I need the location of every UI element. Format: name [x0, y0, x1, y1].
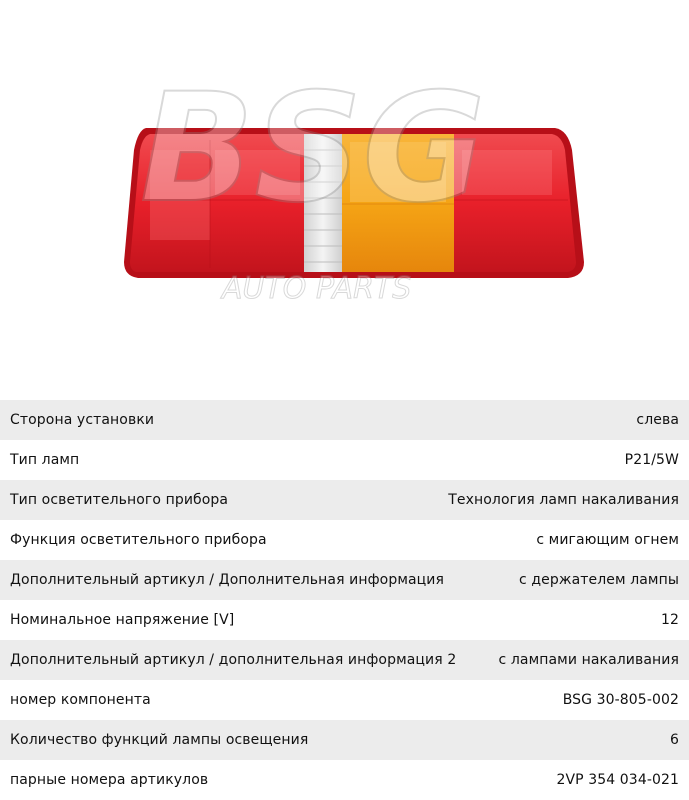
spec-value: P21/5W — [624, 452, 679, 468]
spec-value: с мигающим огнем — [536, 532, 679, 548]
spec-value: 12 — [660, 612, 679, 628]
specs-table — [0, 400, 689, 800]
spec-value: с держателем лампы — [519, 572, 679, 588]
spec-value: слева — [636, 412, 679, 428]
spec-label: Дополнительный артикул / дополнительная информация 2 — [10, 652, 457, 668]
spec-value: BSG 30-805-002 — [562, 692, 679, 708]
spec-label: Дополнительный артикул / Дополнительная информация — [10, 572, 445, 588]
spec-row — [0, 520, 689, 560]
spec-label: Тип осветительного прибора — [10, 492, 229, 508]
spec-value: 2VP 354 034-021 — [556, 772, 679, 788]
svg-text:AUTO PARTS: AUTO PARTS — [222, 271, 412, 306]
spec-row — [0, 600, 689, 640]
spec-label: Номинальное напряжение [V] — [10, 612, 235, 628]
spec-label: парные номера артикулов — [10, 772, 209, 788]
spec-value: Технология ламп накаливания — [448, 492, 679, 508]
spec-value: 6 — [669, 732, 679, 748]
spec-label: номер компонента — [10, 692, 151, 708]
spec-label: Функция осветительного прибора — [10, 532, 267, 548]
spec-row — [0, 680, 689, 720]
spec-row — [0, 720, 689, 760]
spec-row — [0, 760, 689, 800]
spec-row — [0, 440, 689, 480]
svg-text:BSG: BSG — [140, 62, 486, 236]
spec-label: Сторона установки — [10, 412, 155, 428]
spec-row — [0, 400, 689, 440]
spec-row — [0, 560, 689, 600]
spec-label: Тип ламп — [10, 452, 80, 468]
spec-row — [0, 480, 689, 520]
specs-table-body — [0, 400, 689, 800]
spec-row — [0, 640, 689, 680]
spec-value: с лампами накаливания — [498, 652, 679, 668]
spec-label: Количество функций лампы освещения — [10, 732, 309, 748]
